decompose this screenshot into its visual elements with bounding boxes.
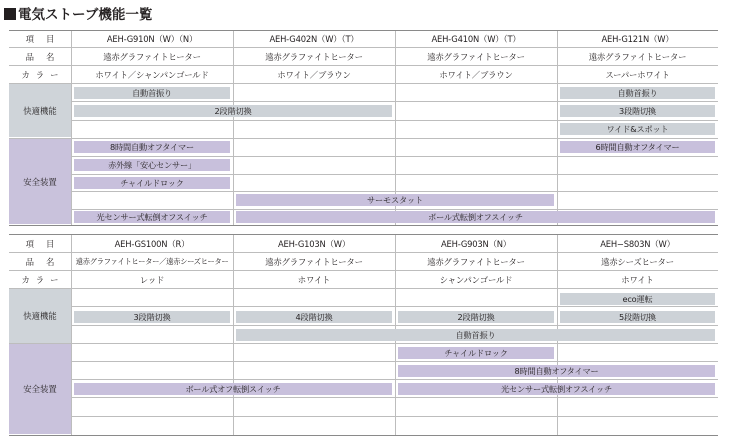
feature-bar: 6時間自動オフタイマー xyxy=(560,141,715,153)
feature-bar: 5段階切換 xyxy=(560,311,715,323)
feature-bar: チャイルドロック xyxy=(74,177,230,189)
feature-bar: 4段階切換 xyxy=(236,311,392,323)
feature-table-2 xyxy=(9,234,718,436)
feature-bar: 赤外線「安心センサー」 xyxy=(74,159,230,171)
feature-table-1 xyxy=(9,30,718,226)
model-cell: AEH−S803N（W） xyxy=(600,238,675,249)
feature-bar: eco運転 xyxy=(560,293,715,305)
feature-bar: サーモスタット xyxy=(236,194,554,206)
feature-bar: 3段階切換 xyxy=(560,105,715,117)
color-cell: ホワイト／ブラウン xyxy=(439,69,513,80)
section-comfort: 快適機能 xyxy=(9,289,71,343)
color-cell: ホワイト／ブラウン xyxy=(277,69,351,80)
color-cell: ホワイト xyxy=(621,274,654,285)
page-title: 電気ストーブ機能一覧 xyxy=(4,5,152,25)
feature-bar: 2段階切換 xyxy=(74,105,392,117)
product-name-cell: 遠赤グラファイトヒーター xyxy=(427,51,525,62)
model-cell: AEH-G910N（W）（N） xyxy=(106,34,198,44)
feature-bar: 3段階切換 xyxy=(74,311,230,323)
color-cell: シャンパンゴールド xyxy=(439,274,513,285)
feature-bar: ワイド&スポット xyxy=(560,123,715,135)
feature-bar: 光センサー式転倒オフスイッチ xyxy=(74,211,230,223)
feature-bar: 8時間自動オフタイマー xyxy=(74,141,230,153)
feature-bar: 光センサー式転倒オフスイッチ xyxy=(398,383,715,395)
color-cell: ホワイト／シャンパンゴールド xyxy=(95,69,209,80)
model-cell: AEH-G402N（W）（T） xyxy=(269,34,359,44)
product-name-cell: 遠赤グラファイトヒーター xyxy=(103,51,201,62)
product-name-cell: 遠赤グラファイトヒーター／遠赤シーズヒーター xyxy=(75,257,229,266)
feature-bar: ボール式転倒オフスイッチ xyxy=(236,211,715,223)
model-cell: AEH-G121N（W） xyxy=(601,34,674,44)
section-safety: 安全装置 xyxy=(9,139,71,224)
color-cell: スーパーホワイト xyxy=(605,69,670,80)
product-name-cell: 遠赤グラファイトヒーター xyxy=(427,256,525,267)
section-safety: 安全装置 xyxy=(9,344,71,434)
model-cell: AEH-G903N（N） xyxy=(440,238,511,249)
product-name-cell: 遠赤グラファイトヒーター xyxy=(265,51,363,62)
model-cell: AEH-GS100N（R） xyxy=(114,238,190,249)
model-cell: AEH-G410N（W）（T） xyxy=(431,34,521,44)
feature-bar: 2段階切換 xyxy=(398,311,554,323)
feature-bar: 8時間自動オフタイマー xyxy=(398,365,715,377)
color-cell: ホワイト xyxy=(297,274,331,285)
feature-bar: 自動首振り xyxy=(560,87,715,99)
section-comfort: 快適機能 xyxy=(9,84,71,137)
feature-bar: 自動首振り xyxy=(74,87,230,99)
product-name-cell: 遠赤グラファイトヒーター xyxy=(588,51,687,62)
row-label-color: カラー xyxy=(21,274,65,285)
feature-bar: ボール式オフ転倒スイッチ xyxy=(74,383,392,395)
product-name-cell: 遠赤シーズヒーター xyxy=(601,256,674,267)
feature-bar: チャイルドロック xyxy=(398,347,554,359)
feature-bar: 自動首振り xyxy=(236,329,715,341)
color-cell: レッド xyxy=(139,274,165,285)
row-label-model: 項目 xyxy=(25,34,67,44)
row-label-model: 項目 xyxy=(25,238,67,249)
row-label-name: 品名 xyxy=(25,51,67,62)
square-bullet-icon xyxy=(4,8,16,20)
row-label-name: 品名 xyxy=(25,256,67,267)
product-name-cell: 遠赤グラファイトヒーター xyxy=(265,256,363,267)
row-label-color: カラー xyxy=(21,69,65,80)
model-cell: AEH-G103N（W） xyxy=(277,238,351,249)
